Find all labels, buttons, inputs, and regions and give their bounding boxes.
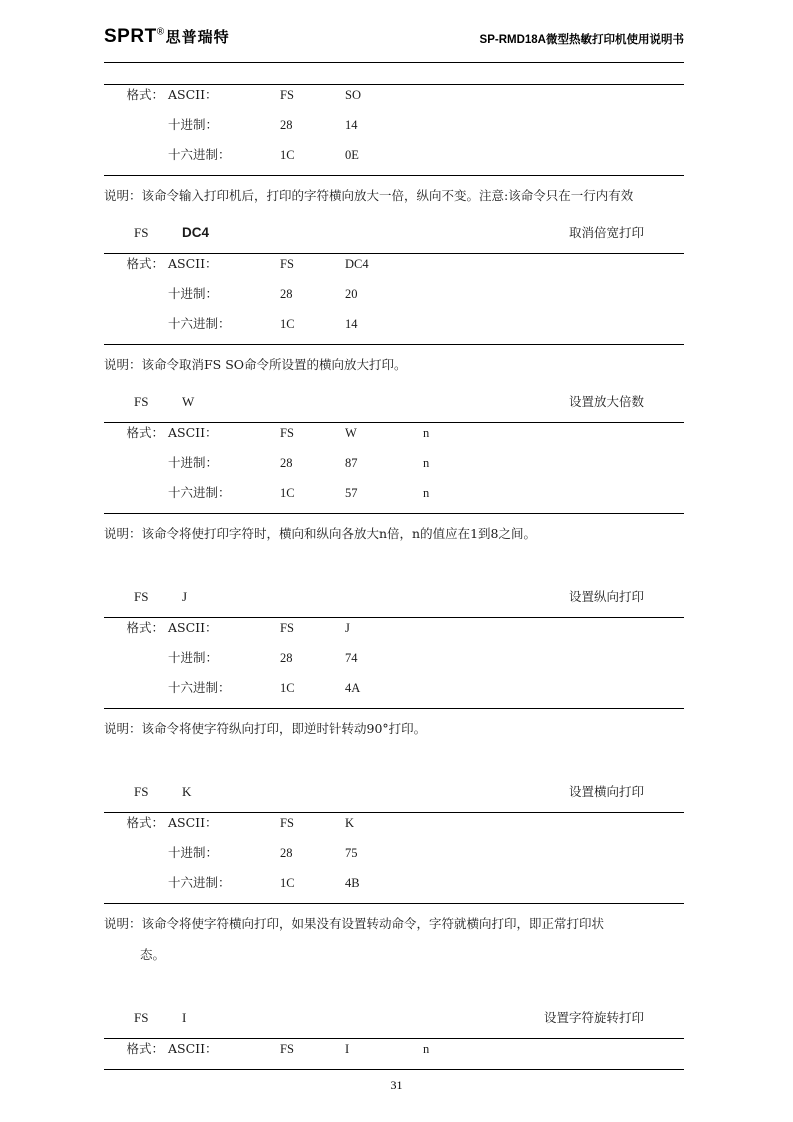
table-cell: 0E: [345, 148, 359, 162]
table-row: [104, 843, 684, 873]
row-label-ascii: ASCII：: [168, 815, 218, 830]
table-cell: 14: [345, 317, 358, 331]
table-cell: 1C: [280, 317, 295, 331]
table-row: [104, 314, 684, 344]
table-row: [104, 145, 684, 175]
registered-trademark-icon: ®: [156, 26, 165, 38]
table-cell: 74: [345, 651, 358, 665]
command-description-title: 设置字符旋转打印: [543, 1010, 644, 1025]
table-row: [104, 453, 684, 483]
row-label-ascii: ASCII：: [168, 620, 218, 635]
table-cell: I: [345, 1042, 350, 1056]
command-heading-fs-i: [104, 1008, 684, 1038]
table-cell: W: [345, 426, 357, 440]
row-label-ascii: ASCII：: [168, 87, 218, 102]
table-row: [104, 423, 684, 453]
row-label-format: 格式：: [126, 425, 164, 440]
command-prefix: FS: [134, 1010, 149, 1025]
section-spacer: [104, 972, 684, 1008]
table-cell: FS: [280, 621, 294, 635]
section-spacer: [104, 213, 684, 223]
table-cell: DC4: [345, 257, 369, 271]
row-label-format: 格式：: [126, 1041, 164, 1056]
table-cell: FS: [280, 426, 294, 440]
table-cell: 28: [280, 118, 293, 132]
section-spacer: [104, 551, 684, 587]
header-divider: [104, 62, 684, 63]
table-cell: FS: [280, 88, 294, 102]
command-explanation-fs-j: [104, 709, 684, 746]
command-argument: DC4: [182, 225, 210, 240]
row-label-hex: 十六进制：: [168, 147, 231, 162]
table-cell: 14: [345, 118, 358, 132]
row-label-hex: 十六进制：: [168, 485, 231, 500]
row-label-ascii: ASCII：: [168, 256, 218, 271]
logo-text: SPRT: [104, 26, 157, 47]
row-label-decimal: 十进制：: [168, 286, 219, 301]
explanation-line: 说明：该命令将使打印字符时，横向和纵向各放大n倍，n的值应在1到8之间。: [104, 526, 537, 541]
row-label-format: 格式：: [126, 815, 164, 830]
format-table-fs-j: [104, 617, 684, 709]
table-row: [104, 648, 684, 678]
command-prefix: FS: [134, 225, 149, 240]
table-cell: 4B: [345, 876, 360, 890]
explanation-line: 说明：该命令将使字符横向打印，如果没有设置转动命令，字符就横向打印，即正常打印状: [104, 916, 605, 931]
table-row: [104, 284, 684, 314]
command-explanation-fs-so: [104, 176, 684, 213]
table-cell: 75: [345, 846, 358, 860]
table-cell: 57: [345, 486, 358, 500]
explanation-line: 态。: [140, 947, 166, 962]
command-heading-fs-dc4: [104, 223, 684, 253]
table-cell: 20: [345, 287, 358, 301]
row-label-ascii: ASCII：: [168, 1041, 218, 1056]
row-label-format: 格式：: [126, 620, 164, 635]
table-cell: SO: [345, 88, 361, 102]
row-label-hex: 十六进制：: [168, 875, 231, 890]
command-heading-fs-k: [104, 782, 684, 812]
format-table-fs-i: [104, 1038, 684, 1070]
table-row: [104, 85, 684, 115]
command-explanation-fs-w: [104, 514, 684, 551]
command-argument: K: [182, 784, 192, 799]
page-header: [104, 26, 684, 60]
table-cell: K: [345, 816, 355, 830]
format-table-fs-dc4: [104, 253, 684, 345]
row-label-hex: 十六进制：: [168, 680, 231, 695]
command-explanation-fs-k: [104, 904, 684, 972]
command-description-title: 设置放大倍数: [568, 394, 644, 409]
table-cell: FS: [280, 257, 294, 271]
row-label-decimal: 十进制：: [168, 117, 219, 132]
table-cell: 87: [345, 456, 358, 470]
row-label-format: 格式：: [126, 256, 164, 271]
row-label-format: 格式：: [126, 87, 164, 102]
page-number: 31: [390, 1078, 403, 1092]
table-cell: 28: [280, 456, 293, 470]
page-content: [104, 84, 684, 1070]
table-row: [104, 254, 684, 284]
row-label-ascii: ASCII：: [168, 425, 218, 440]
table-row: [104, 1039, 684, 1069]
logo-chinese-text: 思普瑞特: [165, 28, 230, 46]
table-cell: 1C: [280, 681, 295, 695]
row-label-decimal: 十进制：: [168, 845, 219, 860]
explanation-line: 内有效: [595, 188, 634, 203]
command-heading-fs-j: [104, 587, 684, 617]
command-prefix: FS: [134, 589, 149, 604]
table-cell: 28: [280, 287, 293, 301]
table-cell: 4A: [345, 681, 361, 695]
row-label-hex: 十六进制：: [168, 316, 231, 331]
table-row: [104, 618, 684, 648]
command-argument: J: [182, 589, 188, 604]
table-cell: 1C: [280, 876, 295, 890]
command-argument: W: [182, 394, 195, 409]
table-cell: n: [423, 426, 430, 440]
format-table-fs-so: [104, 84, 684, 176]
table-row: [104, 115, 684, 145]
command-description-title: 取消倍宽打印: [568, 225, 644, 240]
table-cell: FS: [280, 816, 294, 830]
table-cell: FS: [280, 1042, 294, 1056]
table-cell: n: [423, 456, 430, 470]
row-label-decimal: 十进制：: [168, 455, 219, 470]
table-row: [104, 813, 684, 843]
section-spacer: [104, 382, 684, 392]
brand-logo: [104, 26, 230, 48]
table-cell: 1C: [280, 148, 295, 162]
explanation-line: 说明：该命令取消FS SO命令所设置的横向放大打印。: [104, 357, 407, 372]
format-table-fs-w: [104, 422, 684, 514]
header-title: SP-RMD18A微型热敏打印机使用说明书: [479, 34, 684, 46]
format-table-fs-k: [104, 812, 684, 904]
table-cell: 28: [280, 846, 293, 860]
explanation-line: 说明：该命令输入打印机后，打印的字符横向放大一倍，纵向不变。注意:该命令只在一行: [104, 188, 596, 203]
table-row: [104, 873, 684, 903]
command-description-title: 设置横向打印: [568, 784, 644, 799]
table-cell: n: [423, 1042, 430, 1056]
table-cell: 1C: [280, 486, 295, 500]
command-heading-fs-w: [104, 392, 684, 422]
table-cell: 28: [280, 651, 293, 665]
table-cell: n: [423, 486, 430, 500]
table-cell: J: [345, 621, 350, 635]
section-spacer: [104, 746, 684, 782]
explanation-line: 说明：该命令将使字符纵向打印，即逆时针转动90°打印。: [104, 721, 427, 736]
command-prefix: FS: [134, 394, 149, 409]
command-prefix: FS: [134, 784, 149, 799]
command-description-title: 设置纵向打印: [568, 589, 644, 604]
command-argument: I: [182, 1010, 187, 1025]
row-label-decimal: 十进制：: [168, 650, 219, 665]
command-explanation-fs-dc4: [104, 345, 684, 382]
table-row: [104, 483, 684, 513]
table-row: [104, 678, 684, 708]
